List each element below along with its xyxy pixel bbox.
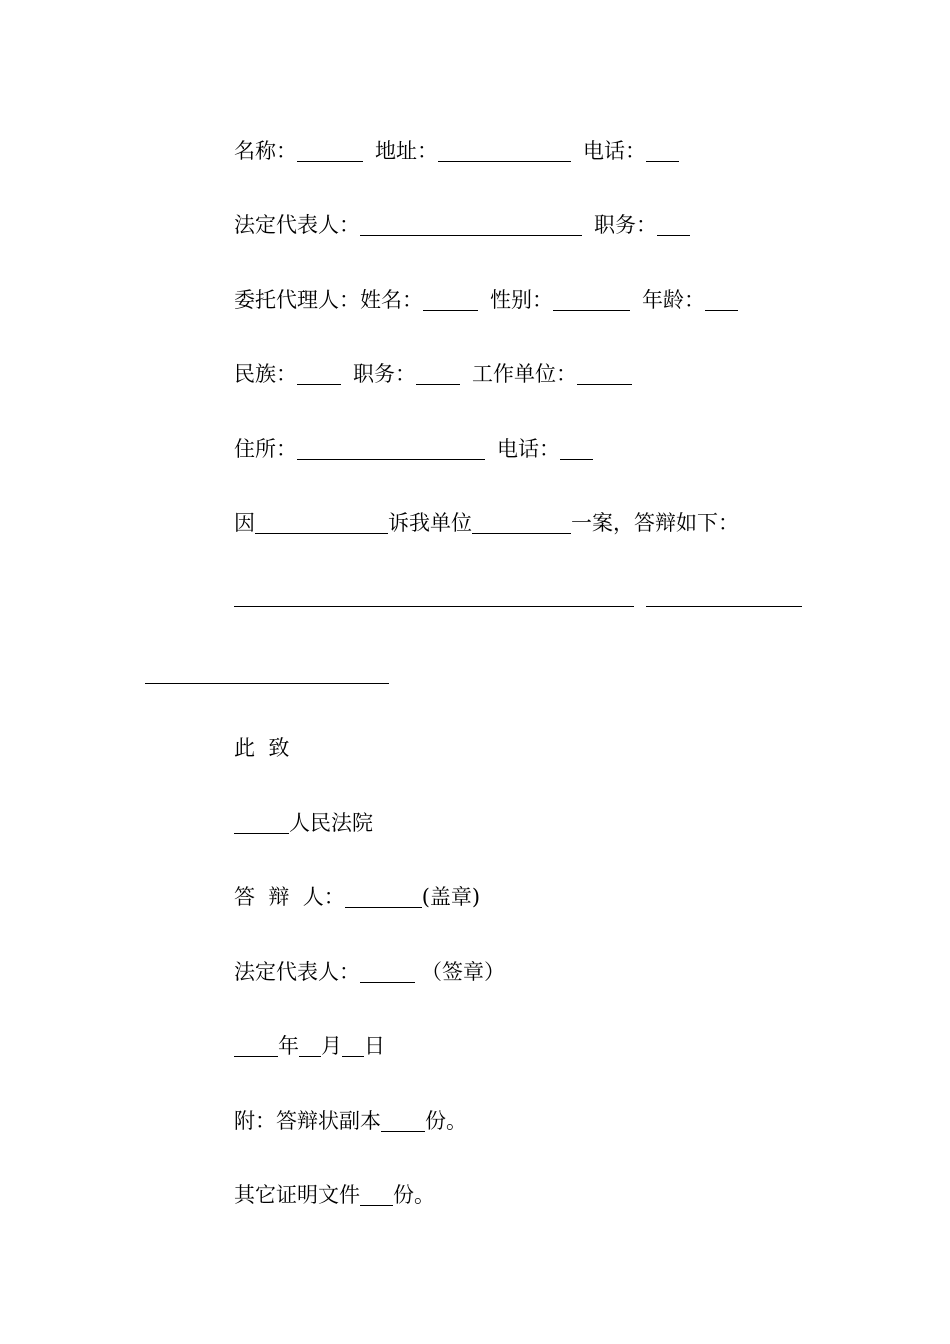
- respondent-seal: (盖章): [421, 885, 481, 909]
- agent-gender-blank[interactable]: [553, 288, 630, 311]
- agent-detail-line: [234, 359, 632, 389]
- defense-content-blank-2[interactable]: [646, 606, 802, 607]
- legal-rep-sign-seal: （签章）: [421, 960, 505, 984]
- other-prefix: 其它证明文件: [234, 1183, 360, 1207]
- case-line: [234, 508, 739, 538]
- copies-prefix: 附：答辩状副本: [234, 1109, 381, 1133]
- salutation: [234, 733, 289, 763]
- residence-line: [234, 434, 593, 464]
- case-middle: 诉我单位: [388, 511, 472, 535]
- legal-rep-sign-label: 法定代表人：: [234, 960, 360, 984]
- org-name-blank[interactable]: [297, 139, 363, 162]
- court-name-blank[interactable]: [234, 811, 289, 834]
- agent-age-label: 年龄：: [642, 288, 705, 312]
- residence-phone-blank[interactable]: [560, 437, 593, 460]
- org-info-line: [234, 136, 679, 166]
- date-line: [234, 1031, 385, 1061]
- legal-rep-position-blank[interactable]: [657, 213, 690, 236]
- court-line: [234, 808, 373, 838]
- residence-label: 住所：: [234, 437, 297, 461]
- work-unit-label: 工作单位：: [472, 362, 577, 386]
- org-name-label: 名称：: [234, 139, 297, 163]
- agent-name-label: 姓名：: [360, 288, 423, 312]
- agent-gender-label: 性别：: [490, 288, 553, 312]
- respondent-blank[interactable]: [345, 885, 422, 908]
- month-blank[interactable]: [299, 1034, 321, 1057]
- attachment-other-line: [234, 1180, 435, 1210]
- copies-count-blank[interactable]: [381, 1109, 425, 1132]
- day-blank[interactable]: [342, 1034, 364, 1057]
- salutation-text: 此 致: [234, 736, 290, 760]
- agent-position-label: 职务：: [353, 362, 416, 386]
- year-label: 年: [278, 1034, 299, 1058]
- copies-suffix: 份。: [425, 1109, 467, 1133]
- residence-blank[interactable]: [297, 437, 485, 460]
- legal-rep-blank[interactable]: [360, 213, 582, 236]
- legal-rep-sign-line: [234, 957, 505, 987]
- ethnicity-blank[interactable]: [297, 362, 341, 385]
- defense-content-blank-1[interactable]: [234, 606, 634, 607]
- legal-rep-sign-blank[interactable]: [360, 960, 415, 983]
- other-count-blank[interactable]: [360, 1183, 393, 1206]
- agent-age-blank[interactable]: [705, 288, 738, 311]
- legal-rep-line: [234, 210, 690, 240]
- respondent-line: [234, 882, 480, 912]
- other-suffix: 份。: [393, 1183, 435, 1207]
- case-type-blank[interactable]: [472, 511, 571, 534]
- case-suffix: 一案，答辩如下：: [571, 511, 739, 535]
- org-phone-label: 电话：: [583, 139, 646, 163]
- day-label: 日: [364, 1034, 385, 1058]
- agent-label: 委托代理人：: [234, 288, 360, 312]
- respondent-label: 答 辩 人：: [234, 885, 345, 909]
- org-address-label: 地址：: [375, 139, 438, 163]
- org-address-blank[interactable]: [438, 139, 571, 162]
- agent-position-blank[interactable]: [416, 362, 460, 385]
- ethnicity-label: 民族：: [234, 362, 297, 386]
- agent-name-blank[interactable]: [423, 288, 478, 311]
- agent-line: [234, 285, 738, 315]
- month-label: 月: [321, 1034, 342, 1058]
- attachment-copies-line: [234, 1106, 467, 1136]
- legal-rep-label: 法定代表人：: [234, 213, 360, 237]
- year-blank[interactable]: [234, 1034, 278, 1057]
- work-unit-blank[interactable]: [577, 362, 632, 385]
- case-prefix: 因: [234, 511, 255, 535]
- plaintiff-blank[interactable]: [255, 511, 388, 534]
- residence-phone-label: 电话：: [497, 437, 560, 461]
- court-suffix: 人民法院: [289, 811, 373, 835]
- org-phone-blank[interactable]: [646, 139, 679, 162]
- legal-rep-position-label: 职务：: [594, 213, 657, 237]
- defense-content-blank-3[interactable]: [145, 683, 389, 684]
